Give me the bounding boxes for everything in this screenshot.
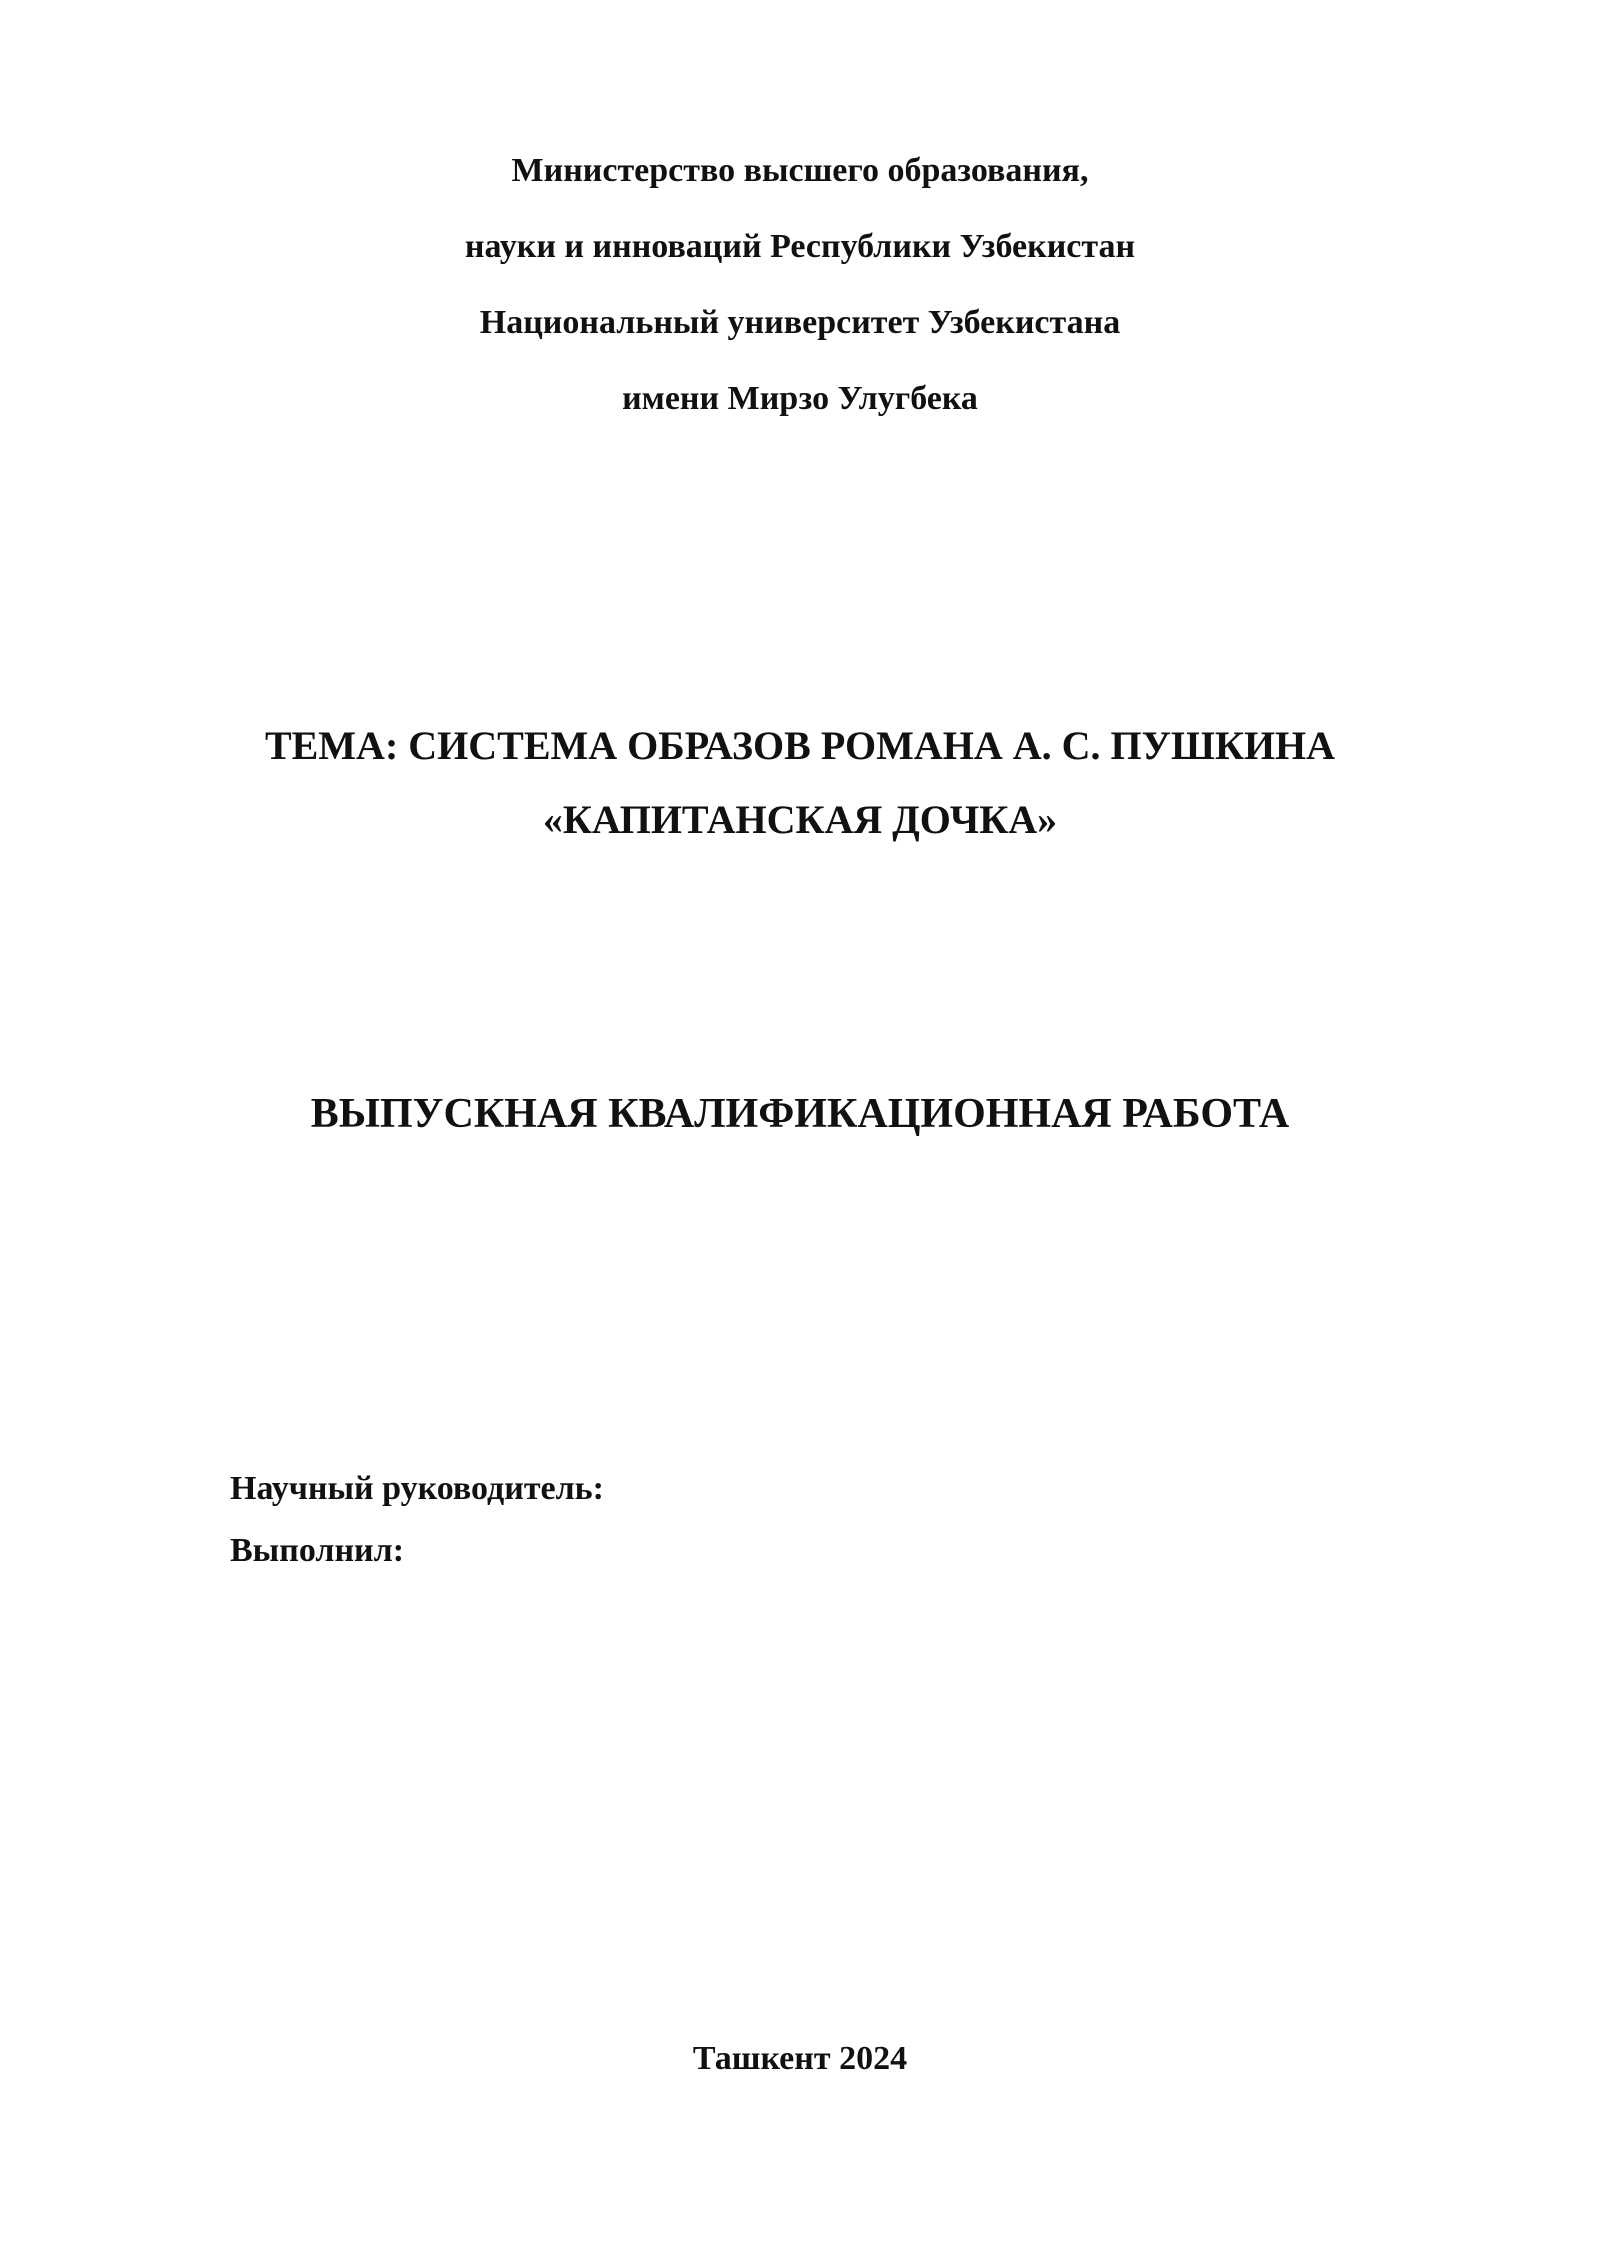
topic-line-1: ТЕМА: СИСТЕМА ОБРАЗОВ РОМАНА А. С. ПУШКИНА: [264, 723, 1336, 768]
supervisor-label: Научный руководитель:: [230, 1470, 604, 1507]
topic-line-2: «КАПИТАНСКАЯ ДОЧКА»: [542, 797, 1058, 842]
university-line-2: имени Мирзо Улугбека: [622, 380, 978, 417]
university-line-1: Национальный университет Узбекистана: [479, 304, 1121, 341]
ministry-line-2: науки и инноваций Республики Узбекистан: [464, 228, 1136, 265]
work-type-title: ВЫПУСКНАЯ КВАЛИФИКАЦИОННАЯ РАБОТА: [310, 1091, 1290, 1137]
city-year: Ташкент 2024: [692, 2040, 908, 2077]
author-label: Выполнил:: [230, 1532, 405, 1569]
ministry-line-1: Министерство высшего образования,: [511, 152, 1089, 189]
